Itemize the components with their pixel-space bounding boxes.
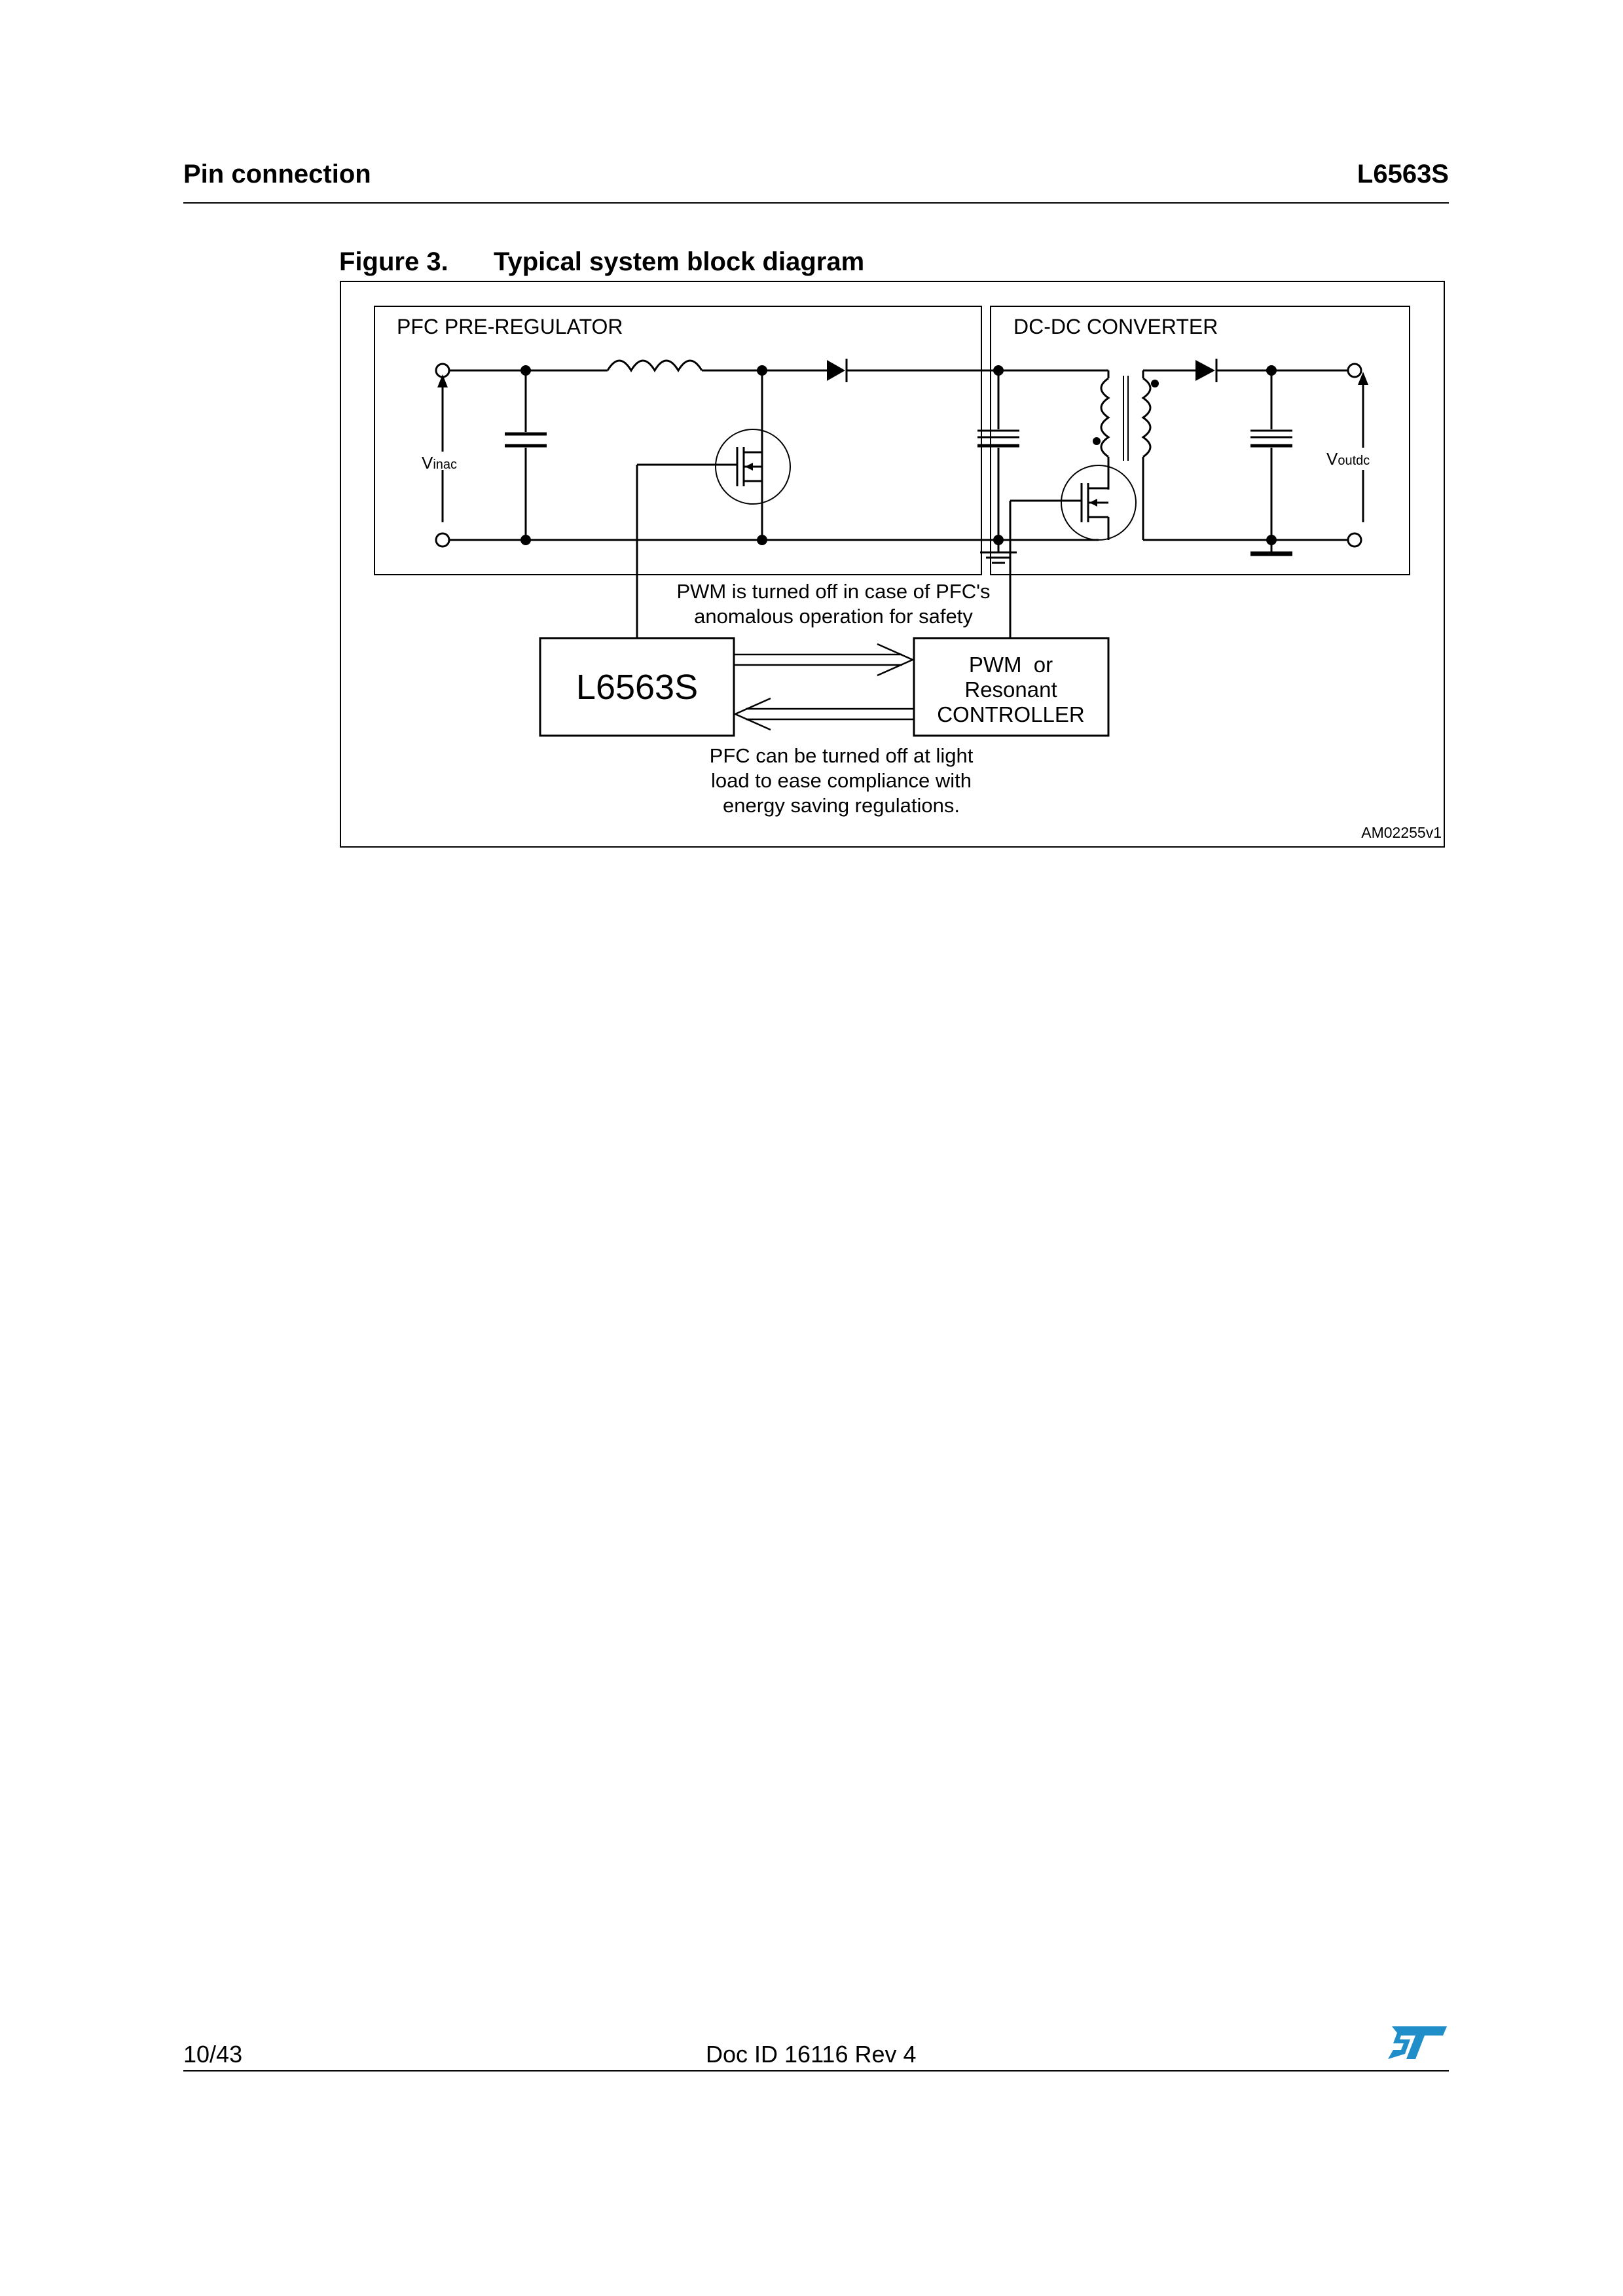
controller-label-line-1: PWM or	[968, 653, 1053, 677]
primary-dot	[1093, 437, 1101, 445]
controller-label-line-2: Resonant	[964, 677, 1057, 702]
dcdc-block	[991, 306, 1410, 575]
page-number: 10/43	[183, 2041, 243, 2068]
vin-arrow	[437, 374, 448, 522]
system-block-diagram	[339, 280, 1446, 850]
pfc-block	[374, 306, 981, 575]
bulk-capacitor	[977, 365, 1019, 545]
output-diode	[1195, 359, 1216, 382]
part-number: L6563S	[1357, 160, 1449, 188]
ground-icon	[980, 540, 1017, 563]
dcdc-block-label: DC-DC CONVERTER	[1013, 315, 1218, 338]
dcdc-circuit	[1010, 359, 1370, 638]
annotation-bottom-line-2: load to ease compliance with	[710, 769, 972, 792]
annotation-bottom-line-3: energy saving regulations.	[723, 794, 960, 817]
transformer-primary	[1101, 378, 1108, 457]
input-terminal-bottom	[436, 533, 449, 547]
st-logo-icon	[1387, 2021, 1450, 2063]
output-terminal-bottom	[1348, 533, 1361, 547]
figure-title: Typical system block diagram	[494, 247, 865, 276]
transformer-secondary	[1143, 378, 1150, 457]
output-terminal-top	[1348, 364, 1361, 377]
vout-label: Voutdc	[1326, 449, 1370, 469]
footer-rule	[183, 2070, 1449, 2072]
input-capacitor	[505, 365, 547, 545]
pfc-block-label: PFC PRE-REGULATOR	[397, 315, 623, 338]
vin-label: Vinac	[422, 453, 458, 473]
boost-diode	[827, 359, 847, 382]
arrow-to-controller	[734, 644, 913, 675]
vout-arrow	[1358, 372, 1368, 522]
l6563s-label: L6563S	[575, 668, 699, 707]
section-title: Pin connection	[183, 160, 371, 188]
figure-number: Figure 3.	[339, 247, 448, 276]
doc-id: Doc ID 16116 Rev 4	[706, 2041, 917, 2068]
annotation-top-line-2: anomalous operation for safety	[694, 605, 973, 628]
arrow-to-l6563s	[735, 698, 914, 730]
figure-id: AM02255v1	[1361, 824, 1442, 841]
dcdc-mosfet	[1010, 465, 1136, 638]
annotation-top-line-1: PWM is turned off in case of PFC's	[676, 580, 991, 603]
annotation-bottom-line-1: PFC can be turned off at light	[709, 744, 974, 767]
boost-inductor	[608, 361, 702, 370]
controller-label-line-3: CONTROLLER	[937, 702, 1085, 726]
header-rule	[183, 202, 1449, 204]
secondary-dot	[1151, 380, 1159, 387]
output-capacitor	[1250, 365, 1292, 554]
